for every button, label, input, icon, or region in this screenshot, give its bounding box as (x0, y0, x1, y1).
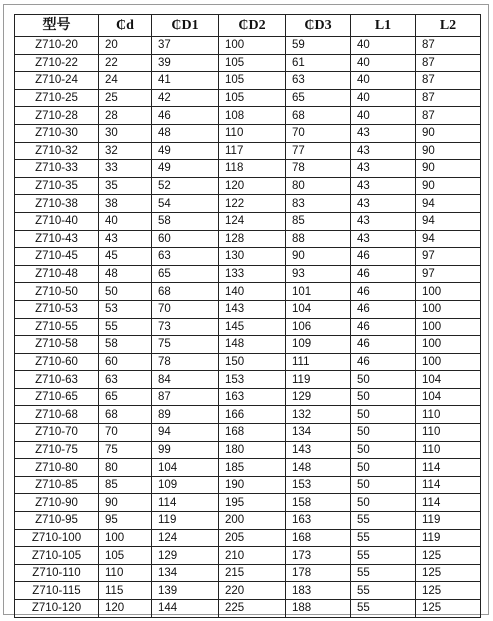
header-d3: ₵D3 (286, 15, 351, 37)
cell-d2: 130 (219, 248, 286, 266)
cell-l2: 90 (416, 124, 481, 142)
cell-d1: 129 (152, 547, 219, 565)
cell-model: Z710-25 (15, 89, 99, 107)
cell-d: 65 (99, 388, 152, 406)
cell-model: Z710-53 (15, 300, 99, 318)
cell-l2: 94 (416, 230, 481, 248)
cell-d3: 163 (286, 512, 351, 530)
cell-d: 70 (99, 424, 152, 442)
cell-d3: 183 (286, 582, 351, 600)
cell-d1: 52 (152, 177, 219, 195)
table-row (15, 600, 481, 618)
cell-d3: 188 (286, 600, 351, 618)
cell-l1: 46 (351, 336, 416, 354)
table-row (15, 195, 481, 213)
cell-d1: 68 (152, 283, 219, 301)
cell-l1: 46 (351, 353, 416, 371)
cell-d: 63 (99, 371, 152, 389)
cell-d1: 84 (152, 371, 219, 389)
cell-l1: 55 (351, 512, 416, 530)
table-row (15, 72, 481, 90)
table-row (15, 459, 481, 477)
cell-l2: 110 (416, 406, 481, 424)
cell-l1: 50 (351, 459, 416, 477)
cell-d3: 65 (286, 89, 351, 107)
cell-d2: 210 (219, 547, 286, 565)
cell-l1: 46 (351, 300, 416, 318)
cell-d3: 158 (286, 494, 351, 512)
cell-l1: 50 (351, 476, 416, 494)
cell-d: 85 (99, 476, 152, 494)
cell-d3: 70 (286, 124, 351, 142)
cell-d: 20 (99, 37, 152, 55)
cell-d1: 49 (152, 160, 219, 178)
table-row (15, 371, 481, 389)
table-row (15, 230, 481, 248)
cell-model: Z710-60 (15, 353, 99, 371)
cell-d1: 89 (152, 406, 219, 424)
cell-l2: 87 (416, 107, 481, 125)
cell-d2: 153 (219, 371, 286, 389)
cell-l2: 100 (416, 336, 481, 354)
cell-d2: 166 (219, 406, 286, 424)
header-l1: L1 (351, 15, 416, 37)
cell-l1: 50 (351, 388, 416, 406)
cell-d3: 148 (286, 459, 351, 477)
cell-model: Z710-90 (15, 494, 99, 512)
cell-d1: 39 (152, 54, 219, 72)
table-row (15, 318, 481, 336)
cell-model: Z710-120 (15, 600, 99, 618)
cell-l1: 43 (351, 160, 416, 178)
specification-table (14, 14, 481, 618)
table-row (15, 265, 481, 283)
cell-model: Z710-32 (15, 142, 99, 160)
cell-l2: 94 (416, 195, 481, 213)
table-row (15, 529, 481, 547)
cell-d2: 128 (219, 230, 286, 248)
table-row (15, 494, 481, 512)
cell-d3: 132 (286, 406, 351, 424)
cell-d1: 65 (152, 265, 219, 283)
cell-model: Z710-110 (15, 564, 99, 582)
cell-model: Z710-55 (15, 318, 99, 336)
cell-d: 45 (99, 248, 152, 266)
cell-l1: 43 (351, 195, 416, 213)
cell-d: 105 (99, 547, 152, 565)
cell-d: 32 (99, 142, 152, 160)
cell-model: Z710-70 (15, 424, 99, 442)
cell-d1: 75 (152, 336, 219, 354)
cell-model: Z710-100 (15, 529, 99, 547)
cell-model: Z710-95 (15, 512, 99, 530)
cell-l2: 87 (416, 89, 481, 107)
cell-model: Z710-22 (15, 54, 99, 72)
cell-d1: 109 (152, 476, 219, 494)
table-row (15, 512, 481, 530)
cell-model: Z710-105 (15, 547, 99, 565)
cell-d: 43 (99, 230, 152, 248)
cell-d2: 163 (219, 388, 286, 406)
cell-l2: 119 (416, 512, 481, 530)
cell-d: 90 (99, 494, 152, 512)
header-l2: L2 (416, 15, 481, 37)
cell-d2: 185 (219, 459, 286, 477)
cell-l2: 97 (416, 265, 481, 283)
table-row (15, 283, 481, 301)
cell-l1: 40 (351, 54, 416, 72)
cell-l1: 46 (351, 283, 416, 301)
cell-l1: 55 (351, 529, 416, 547)
cell-d: 22 (99, 54, 152, 72)
cell-d: 68 (99, 406, 152, 424)
cell-d2: 180 (219, 441, 286, 459)
cell-d3: 173 (286, 547, 351, 565)
cell-l1: 50 (351, 494, 416, 512)
cell-d3: 168 (286, 529, 351, 547)
cell-model: Z710-85 (15, 476, 99, 494)
table-row (15, 582, 481, 600)
cell-l2: 114 (416, 476, 481, 494)
cell-model: Z710-58 (15, 336, 99, 354)
cell-d1: 60 (152, 230, 219, 248)
table-row (15, 336, 481, 354)
cell-l1: 40 (351, 37, 416, 55)
header-d1: ₵D1 (152, 15, 219, 37)
cell-l1: 40 (351, 72, 416, 90)
cell-l1: 43 (351, 212, 416, 230)
cell-l1: 43 (351, 124, 416, 142)
cell-model: Z710-115 (15, 582, 99, 600)
cell-d1: 37 (152, 37, 219, 55)
cell-model: Z710-30 (15, 124, 99, 142)
cell-d3: 68 (286, 107, 351, 125)
cell-d1: 58 (152, 212, 219, 230)
cell-d3: 63 (286, 72, 351, 90)
table-row (15, 160, 481, 178)
cell-d1: 119 (152, 512, 219, 530)
cell-d2: 205 (219, 529, 286, 547)
cell-d3: 93 (286, 265, 351, 283)
cell-d2: 195 (219, 494, 286, 512)
cell-d2: 148 (219, 336, 286, 354)
table-row (15, 212, 481, 230)
table-row (15, 37, 481, 55)
cell-l2: 90 (416, 142, 481, 160)
cell-l2: 100 (416, 300, 481, 318)
cell-l1: 50 (351, 441, 416, 459)
cell-d: 28 (99, 107, 152, 125)
cell-l2: 125 (416, 547, 481, 565)
cell-l1: 55 (351, 582, 416, 600)
table-header (15, 15, 481, 37)
header-model: 型号 (15, 15, 99, 37)
cell-d: 120 (99, 600, 152, 618)
cell-d1: 49 (152, 142, 219, 160)
cell-d: 38 (99, 195, 152, 213)
cell-d: 115 (99, 582, 152, 600)
cell-l2: 100 (416, 318, 481, 336)
cell-d3: 101 (286, 283, 351, 301)
cell-d1: 46 (152, 107, 219, 125)
cell-d3: 61 (286, 54, 351, 72)
cell-d3: 83 (286, 195, 351, 213)
cell-d: 33 (99, 160, 152, 178)
cell-model: Z710-63 (15, 371, 99, 389)
cell-l1: 40 (351, 89, 416, 107)
cell-l2: 100 (416, 283, 481, 301)
cell-d1: 104 (152, 459, 219, 477)
cell-l2: 114 (416, 459, 481, 477)
cell-d: 24 (99, 72, 152, 90)
cell-d: 55 (99, 318, 152, 336)
cell-l2: 125 (416, 564, 481, 582)
table-row (15, 547, 481, 565)
cell-l1: 50 (351, 406, 416, 424)
cell-model: Z710-75 (15, 441, 99, 459)
cell-d1: 144 (152, 600, 219, 618)
cell-d: 60 (99, 353, 152, 371)
cell-model: Z710-50 (15, 283, 99, 301)
cell-d3: 78 (286, 160, 351, 178)
cell-l2: 114 (416, 494, 481, 512)
cell-l2: 90 (416, 177, 481, 195)
cell-d2: 118 (219, 160, 286, 178)
cell-d1: 94 (152, 424, 219, 442)
cell-d: 48 (99, 265, 152, 283)
cell-d2: 124 (219, 212, 286, 230)
cell-d1: 48 (152, 124, 219, 142)
header-d: ₵d (99, 15, 152, 37)
cell-d1: 70 (152, 300, 219, 318)
cell-d: 75 (99, 441, 152, 459)
cell-model: Z710-80 (15, 459, 99, 477)
cell-model: Z710-20 (15, 37, 99, 55)
cell-d3: 90 (286, 248, 351, 266)
cell-d2: 105 (219, 89, 286, 107)
cell-d: 95 (99, 512, 152, 530)
cell-l1: 55 (351, 547, 416, 565)
cell-d2: 133 (219, 265, 286, 283)
cell-l2: 104 (416, 371, 481, 389)
cell-d1: 42 (152, 89, 219, 107)
table-row (15, 248, 481, 266)
table-row (15, 54, 481, 72)
cell-d: 25 (99, 89, 152, 107)
cell-d3: 59 (286, 37, 351, 55)
document-frame (3, 4, 489, 615)
cell-d: 35 (99, 177, 152, 195)
cell-d3: 111 (286, 353, 351, 371)
cell-l1: 40 (351, 107, 416, 125)
cell-model: Z710-28 (15, 107, 99, 125)
cell-d: 30 (99, 124, 152, 142)
cell-d2: 150 (219, 353, 286, 371)
cell-d3: 178 (286, 564, 351, 582)
cell-d2: 200 (219, 512, 286, 530)
cell-l1: 50 (351, 371, 416, 389)
cell-d3: 80 (286, 177, 351, 195)
table-row (15, 564, 481, 582)
cell-model: Z710-33 (15, 160, 99, 178)
cell-d: 50 (99, 283, 152, 301)
table-row (15, 441, 481, 459)
cell-model: Z710-24 (15, 72, 99, 90)
cell-l2: 87 (416, 54, 481, 72)
cell-d2: 100 (219, 37, 286, 55)
cell-d1: 114 (152, 494, 219, 512)
cell-d1: 134 (152, 564, 219, 582)
cell-d: 40 (99, 212, 152, 230)
cell-d: 110 (99, 564, 152, 582)
cell-d3: 106 (286, 318, 351, 336)
cell-d2: 143 (219, 300, 286, 318)
cell-d2: 215 (219, 564, 286, 582)
cell-d2: 225 (219, 600, 286, 618)
table-row (15, 476, 481, 494)
table-row (15, 406, 481, 424)
cell-l2: 110 (416, 424, 481, 442)
table-row (15, 177, 481, 195)
cell-d: 100 (99, 529, 152, 547)
cell-d2: 122 (219, 195, 286, 213)
cell-d1: 139 (152, 582, 219, 600)
table-body (15, 37, 481, 618)
cell-l2: 119 (416, 529, 481, 547)
cell-l2: 110 (416, 441, 481, 459)
cell-l2: 87 (416, 72, 481, 90)
cell-l1: 46 (351, 318, 416, 336)
cell-l1: 46 (351, 248, 416, 266)
cell-l1: 43 (351, 230, 416, 248)
cell-d1: 41 (152, 72, 219, 90)
cell-d2: 105 (219, 72, 286, 90)
cell-model: Z710-65 (15, 388, 99, 406)
cell-d2: 120 (219, 177, 286, 195)
cell-d2: 105 (219, 54, 286, 72)
cell-l2: 104 (416, 388, 481, 406)
cell-d1: 78 (152, 353, 219, 371)
cell-d2: 220 (219, 582, 286, 600)
cell-l2: 100 (416, 353, 481, 371)
table-row (15, 107, 481, 125)
cell-d3: 104 (286, 300, 351, 318)
cell-model: Z710-35 (15, 177, 99, 195)
cell-d3: 88 (286, 230, 351, 248)
cell-d1: 87 (152, 388, 219, 406)
cell-model: Z710-38 (15, 195, 99, 213)
header-row (15, 15, 481, 37)
cell-model: Z710-68 (15, 406, 99, 424)
cell-l2: 97 (416, 248, 481, 266)
cell-d: 53 (99, 300, 152, 318)
header-d2: ₵D2 (219, 15, 286, 37)
cell-d1: 54 (152, 195, 219, 213)
cell-l1: 50 (351, 424, 416, 442)
cell-d3: 77 (286, 142, 351, 160)
cell-d2: 110 (219, 124, 286, 142)
cell-l1: 55 (351, 600, 416, 618)
table-row (15, 142, 481, 160)
cell-d1: 73 (152, 318, 219, 336)
cell-d3: 134 (286, 424, 351, 442)
cell-d2: 108 (219, 107, 286, 125)
cell-l1: 46 (351, 265, 416, 283)
cell-d: 58 (99, 336, 152, 354)
cell-model: Z710-43 (15, 230, 99, 248)
cell-d1: 99 (152, 441, 219, 459)
cell-model: Z710-48 (15, 265, 99, 283)
cell-model: Z710-40 (15, 212, 99, 230)
cell-l1: 43 (351, 142, 416, 160)
cell-d2: 190 (219, 476, 286, 494)
cell-l2: 125 (416, 582, 481, 600)
cell-d1: 124 (152, 529, 219, 547)
table-row (15, 300, 481, 318)
cell-d2: 117 (219, 142, 286, 160)
table-row (15, 424, 481, 442)
cell-d2: 145 (219, 318, 286, 336)
cell-d3: 85 (286, 212, 351, 230)
cell-d1: 63 (152, 248, 219, 266)
cell-d3: 153 (286, 476, 351, 494)
cell-l1: 43 (351, 177, 416, 195)
table-row (15, 89, 481, 107)
table-row (15, 353, 481, 371)
cell-l2: 87 (416, 37, 481, 55)
cell-d2: 168 (219, 424, 286, 442)
cell-d3: 109 (286, 336, 351, 354)
cell-d3: 143 (286, 441, 351, 459)
cell-l2: 125 (416, 600, 481, 618)
cell-d3: 119 (286, 371, 351, 389)
cell-model: Z710-45 (15, 248, 99, 266)
table-row (15, 388, 481, 406)
cell-d3: 129 (286, 388, 351, 406)
table-row (15, 124, 481, 142)
cell-l1: 55 (351, 564, 416, 582)
cell-d: 80 (99, 459, 152, 477)
cell-d2: 140 (219, 283, 286, 301)
cell-l2: 94 (416, 212, 481, 230)
cell-l2: 90 (416, 160, 481, 178)
